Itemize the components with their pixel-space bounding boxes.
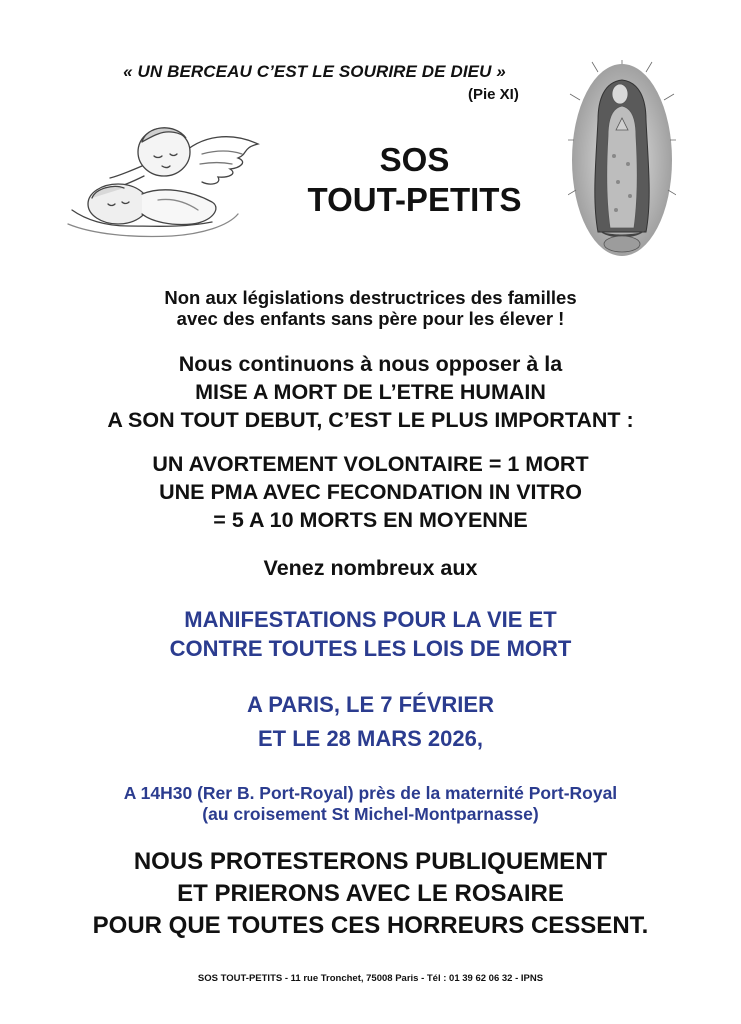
closing-line-1: NOUS PROTESTERONS PUBLIQUEMENT (133, 848, 608, 875)
opposition-line-2: MISE A MORT DE L’ETRE HUMAIN (195, 380, 546, 404)
opposition (0, 350, 741, 434)
intro-line-1: Non aux législations destructrices des familles (164, 287, 577, 308)
event-name-line-2: CONTRE TOUTES LES LOIS DE MORT (169, 636, 572, 661)
figures (0, 450, 741, 534)
event-location-line-2: (au croisement St Michel-Montparnasse) (202, 804, 539, 824)
event-name (0, 605, 741, 663)
quote-author: (Pie XI) (468, 86, 519, 103)
event-dates (0, 688, 741, 756)
virgin-illustration (568, 60, 676, 260)
invitation: Venez nombreux aux (263, 556, 478, 580)
closing-line-2: ET PRIERONS AVEC LE ROSAIRE (177, 880, 564, 907)
footer: SOS TOUT-PETITS - 11 rue Tronchet, 75008 Paris - Tél : 01 39 62 06 32 - IPNS (197, 973, 544, 984)
opposition-line-1: Nous continuons à nous opposer à la (178, 352, 563, 376)
event-location (0, 783, 741, 825)
opposition-line-3: A SON TOUT DEBUT, C’EST LE PLUS IMPORTANT : (107, 408, 634, 432)
figures-line-3: = 5 A 10 MORTS EN MOYENNE (213, 508, 528, 532)
figures-line-1: UN AVORTEMENT VOLONTAIRE = 1 MORT (152, 452, 589, 476)
closing (0, 846, 741, 942)
event-location-line-1: A 14H30 (Rer B. Port-Royal) près de la maternité Port-Royal (123, 783, 618, 803)
intro (0, 287, 741, 329)
intro-line-2: avec des enfants sans père pour les élever ! (176, 308, 565, 329)
closing-line-3: POUR QUE TOUTES CES HORREURS CESSENT. (92, 912, 649, 939)
quote-text: « UN BERCEAU C’EST LE SOURIRE DE DIEU » (123, 62, 506, 81)
title-line-1: SOS (379, 141, 450, 178)
event-name-line-1: MANIFESTATIONS POUR LA VIE ET (184, 607, 557, 632)
title-line-2: TOUT-PETITS (307, 181, 522, 218)
event-date-1: A PARIS, LE 7 FÉVRIER (247, 692, 494, 717)
event-date-2: ET LE 28 MARS 2026, (258, 726, 483, 751)
figures-line-2: UNE PMA AVEC FECONDATION IN VITRO (159, 480, 582, 504)
